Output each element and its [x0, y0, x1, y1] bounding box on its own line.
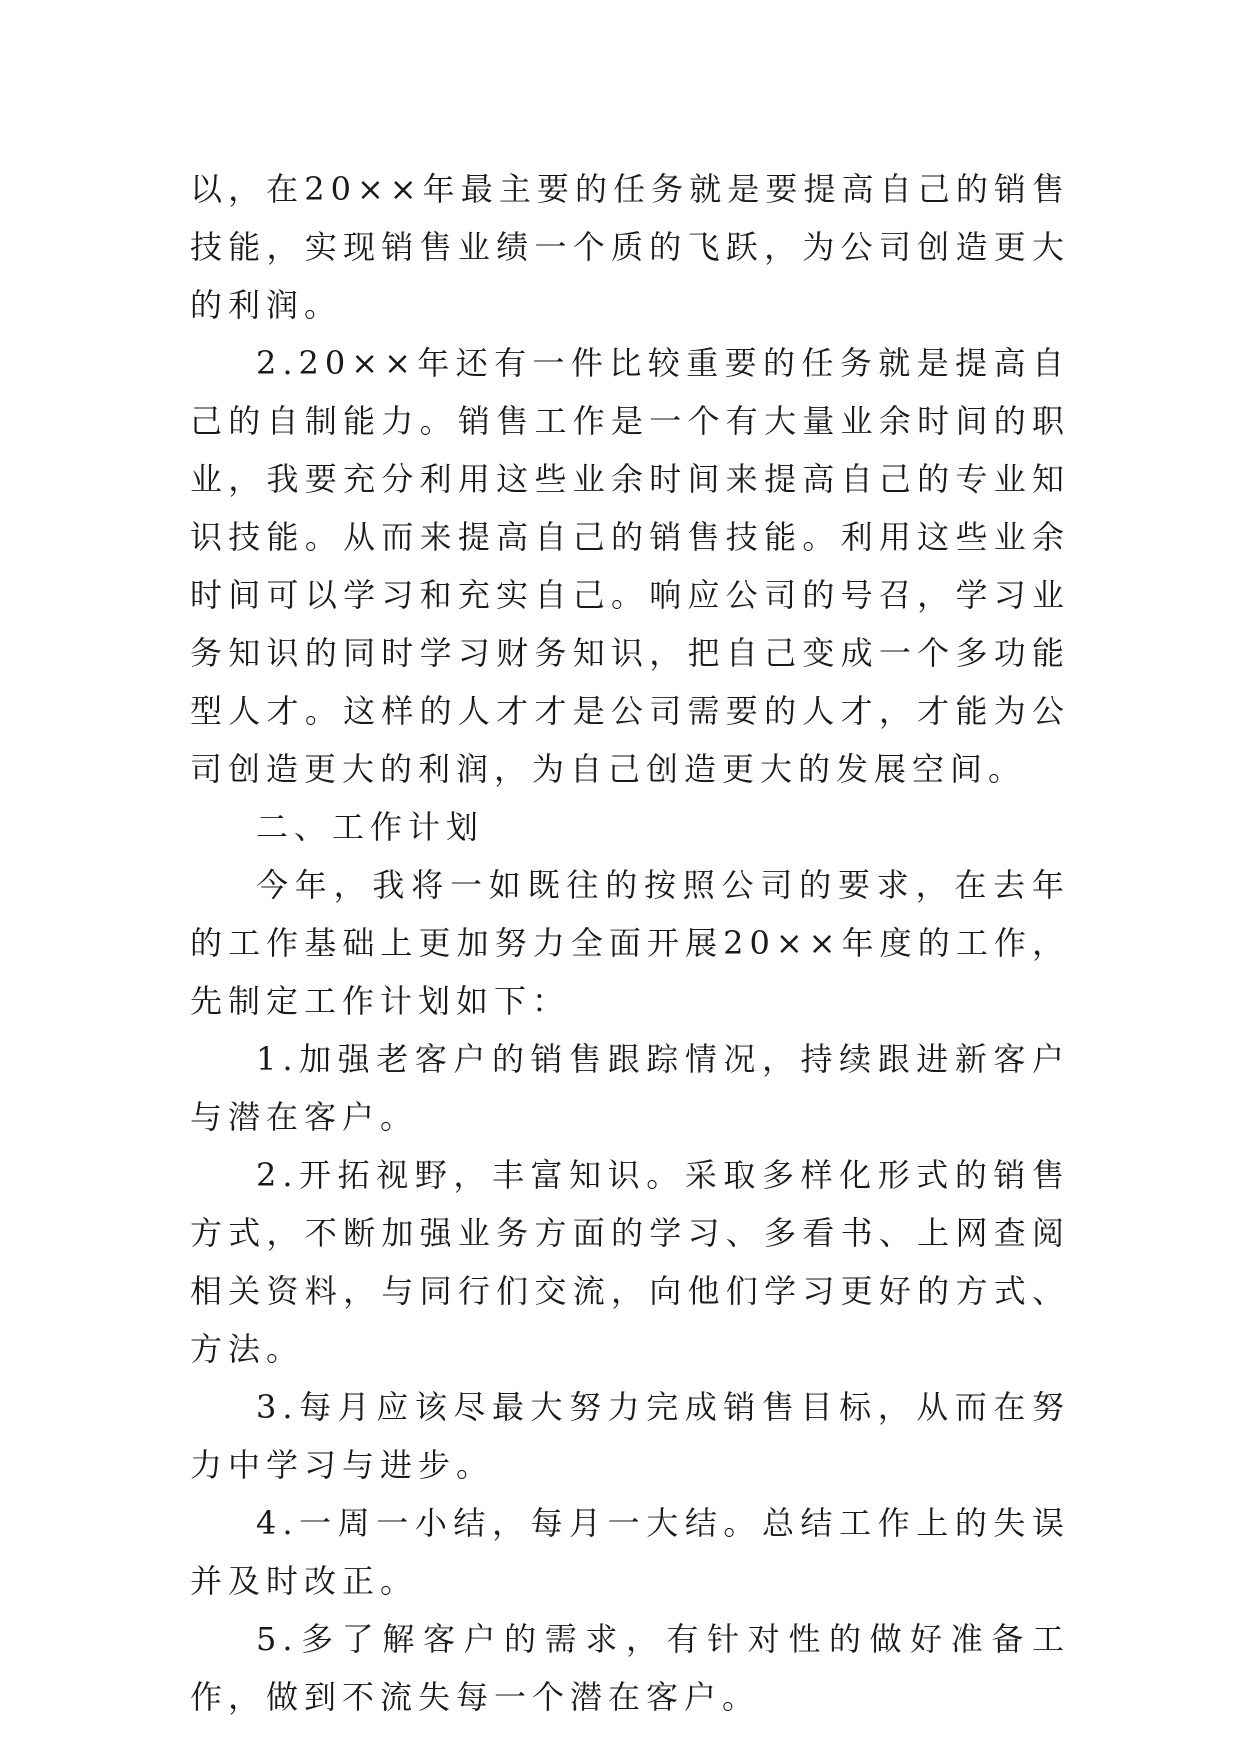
plan-item-2: 2.开拓视野，丰富知识。采取多样化形式的销售方式，不断加强业务方面的学习、多看书、上网查阅相关资料，与同行们交流，向他们学习更好的方式、方法。 [190, 1156, 1070, 1368]
plan-item-3: 3.每月应该尽最大努力完成销售目标，从而在努力中学习与进步。 [190, 1388, 1070, 1484]
section-heading-work-plan: 二、工作计划 [256, 808, 485, 846]
plan-item-1: 1.加强老客户的销售跟踪情况，持续跟进新客户与潜在客户。 [190, 1040, 1070, 1136]
plan-item-4: 4.一周一小结，每月一大结。总结工作上的失误并及时改正。 [190, 1504, 1070, 1600]
document-page [190, 160, 1070, 1726]
paragraph-task-2: 2.20××年还有一件比较重要的任务就是提高自己的自制能力。销售工作是一个有大量业余时间的职业，我要充分利用这些业余时间来提高自己的专业知识技能。从而来提高自己的销售技能。利用这些业余时间可以学习和充实自己。响应公司的号召，学习业务知识的同时学习财务知识，把自己变成一个多功能型人才。这样的人才才是公司需要的人才，才能为公司创造更大的利润，为自己创造更大的发展空间。 [190, 344, 1070, 788]
plan-item-5: 5.多了解客户的需求，有针对性的做好准备工作，做到不流失每一个潜在客户。 [190, 1620, 1070, 1716]
paragraph-continuation: 以，在20××年最主要的任务就是要提高自己的销售技能，实现销售业绩一个质的飞跃，为公司创造更大的利润。 [190, 170, 1070, 324]
paragraph-plan-intro: 今年，我将一如既往的按照公司的要求，在去年的工作基础上更加努力全面开展20××年度的工作，先制定工作计划如下： [190, 866, 1070, 1020]
